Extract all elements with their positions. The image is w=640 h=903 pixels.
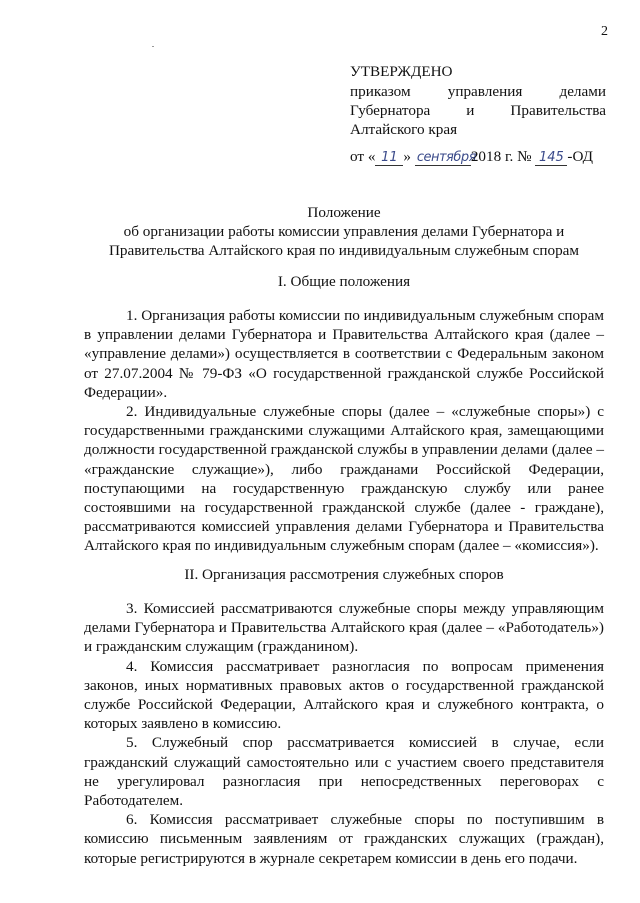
approval-text: приказом управления делами Губернатора и Правительства Алтайского края [350, 83, 606, 138]
paragraph-5: 5. Служебный спор рассматривается комиссией в случае, если гражданский служащий самостоятельно или с участием своего представителя не урегулировал разногласия при непосредственных переговорах с Работодателем. [84, 734, 604, 810]
document-heading: Положение [307, 204, 381, 221]
order-number-handwritten: 145 [535, 151, 567, 166]
order-mid: » [403, 148, 412, 165]
section-2-body [84, 599, 604, 868]
paragraph-2: 2. Индивидуальные служебные споры (далее – «служебные споры») с государственными гражданскими служащими Алтайского края, замещающими должности государственной гражданской службы в управлении делами (далее – «гражданские служащие»), либо гражданами Российской Федерации, поступающими на государственную гражданскую службу или ранее состоявшими на государственной гражданской службе (далее - граждане), рассматриваются комиссией управления делами Губернатора и Правительства Алтайского края по индивидуальным служебным спорам (далее – «комиссия»). [84, 403, 604, 555]
scan-speck [152, 46, 154, 47]
approval-title: УТВЕРЖДЕНО [350, 63, 453, 80]
paragraph-3: 3. Комиссией рассматриваются служебные споры между управляющим делами Губернатора и Правительства Алтайского края (далее – «Работодатель») и гражданским служащим (гражданином). [84, 600, 604, 656]
order-suffix: -ОД [567, 148, 594, 165]
paragraph-6: 6. Комиссия рассматривает служебные споры по поступившим в комиссию письменным заявлениям от гражданских служащих (граждан), которые регистрируются в журнале секретарем комиссии в день его подачи. [84, 811, 604, 867]
approval-stamp-block [350, 62, 606, 139]
page-number: 2 [601, 24, 608, 39]
section-1-heading: I. Общие положения [277, 273, 411, 290]
order-line [350, 148, 610, 166]
section-2-heading: II. Организация рассмотрения служебных споров [184, 566, 504, 583]
order-day-handwritten: 11 [375, 151, 403, 166]
order-prefix: от « [350, 148, 376, 165]
paragraph-4: 4. Комиссия рассматривает разногласия по вопросам применения законов, иных нормативных правовых актов о государственной гражданской службе Российской Федерации, Алтайского края и служебного контракта, о которых заявлено в комиссию. [84, 657, 604, 733]
order-year: 2018 г. № [470, 148, 532, 165]
document-subtitle: об организации работы комиссии управления делами Губернатора и Правительства Алтайского края по индивидуальным служебным спорам [108, 223, 580, 259]
order-month-handwritten: сентября [416, 150, 476, 165]
section-1-body [84, 306, 604, 556]
document-title [84, 203, 604, 260]
paragraph-1: 1. Организация работы комиссии по индивидуальным служебным спорам в управлении делами Губернатора и Правительства Алтайского края (далее – «управление делами») осуществляется в соответствии с Федеральным законом от 27.07.2004 № 79-ФЗ «О государственной гражданской службе Российской Федерации». [84, 307, 604, 401]
